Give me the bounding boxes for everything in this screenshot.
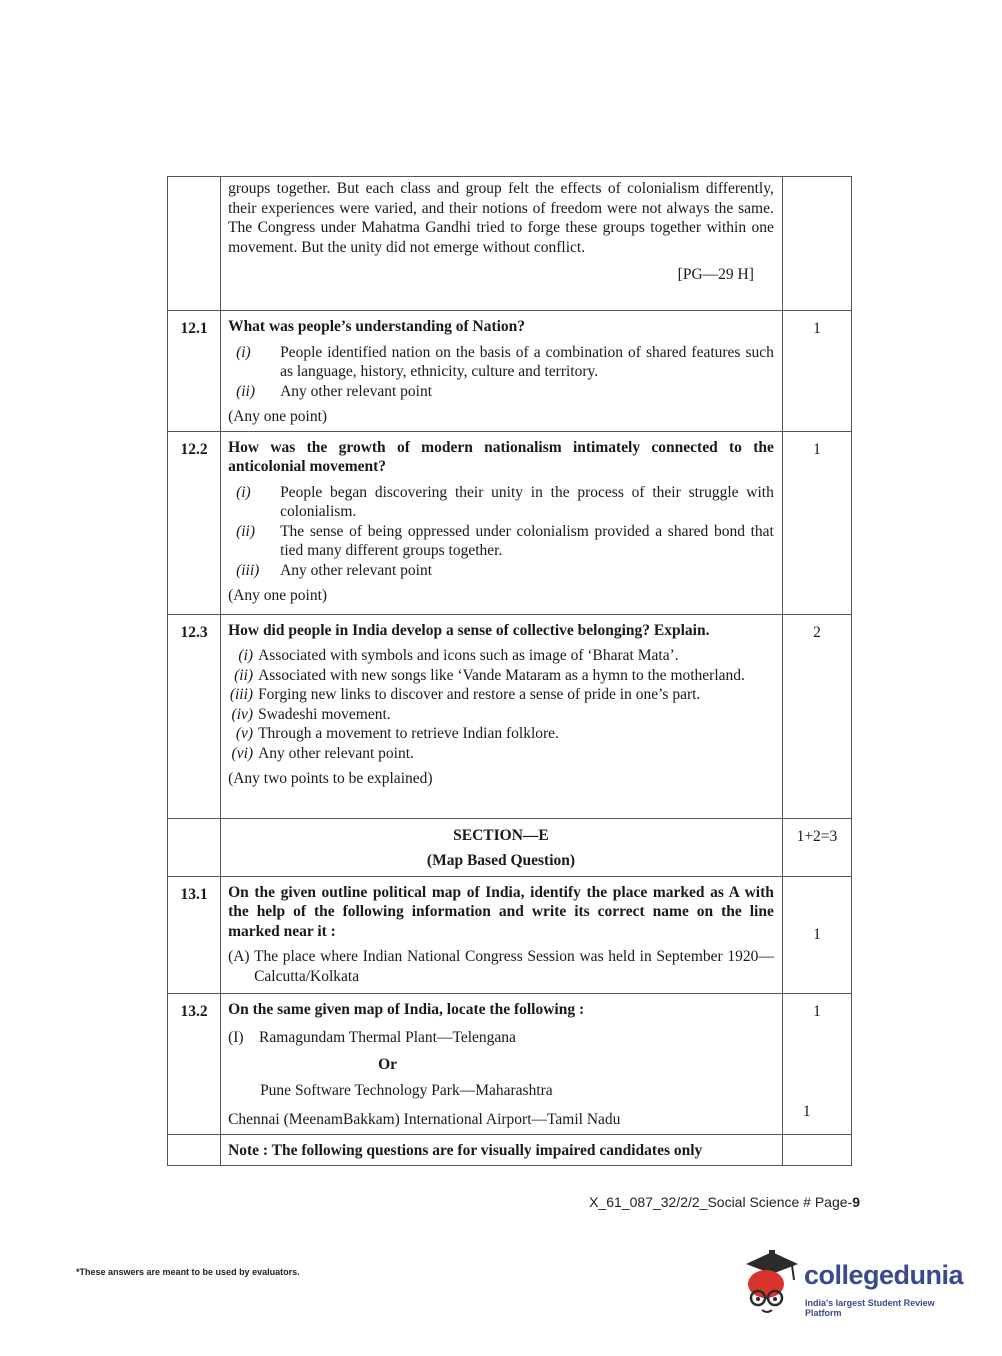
question-number: 13.1 bbox=[168, 876, 221, 993]
map-item-1: (I) Ramagundam Thermal Plant—Telengana bbox=[228, 1029, 516, 1046]
question-number: 13.2 bbox=[168, 993, 221, 1134]
question-row-12-1 bbox=[168, 311, 852, 432]
question-row-12-2 bbox=[168, 431, 852, 614]
question-number: 12.3 bbox=[168, 614, 221, 818]
marks-value: 1 bbox=[802, 1102, 811, 1120]
question-text: How was the growth of modern nationalism intimately connected to the anticolonial movement? bbox=[228, 438, 774, 475]
section-marks: 1+2=3 bbox=[782, 818, 851, 876]
question-text: What was people’s understanding of Nation? bbox=[228, 318, 526, 335]
answer-point: (i) People began discovering their unity in the process of their struggle with colonialism. bbox=[236, 483, 774, 520]
page-number: 9 bbox=[852, 1194, 860, 1210]
question-text: How did people in India develop a sense of collective belonging? Explain. bbox=[228, 621, 710, 639]
question-row-12-3 bbox=[168, 614, 852, 818]
section-title: SECTION—E bbox=[453, 826, 549, 844]
marking-note: (Any two points to be explained) bbox=[228, 770, 433, 787]
visually-impaired-note: Note : The following questions are for visually impaired candidates only bbox=[228, 1141, 703, 1159]
answer-point: (vi) Any other relevant point. bbox=[231, 744, 414, 762]
marking-note: (Any one point) bbox=[228, 587, 328, 604]
answer-points bbox=[228, 646, 774, 763]
note-row bbox=[168, 1134, 852, 1165]
question-text: On the given outline political map of India, identify the place marked as A with the help of the following information and write its correct name on the line marked near it : bbox=[228, 883, 774, 940]
marks-value: 1 bbox=[813, 925, 821, 943]
answer-point: (i) People identified nation on the basis of a combination of shared features such as language, history, ethnicity, culture and territory. bbox=[236, 343, 774, 380]
answer-point: (i) Associated with symbols and icons such as image of ‘Bharat Mata’. bbox=[238, 647, 679, 664]
question-row-13-1 bbox=[168, 876, 852, 993]
section-e-row bbox=[168, 818, 852, 876]
marks-value: 1 bbox=[782, 431, 851, 614]
answer-points bbox=[228, 483, 774, 581]
page-footer-code: X_61_087_32/2/2_Social Science # Page-9 bbox=[589, 1194, 860, 1210]
map-item-alt: Pune Software Technology Park—Maharashtra bbox=[260, 1082, 553, 1099]
answer-point: (iii) Any other relevant point bbox=[236, 561, 433, 579]
page-reference: [PG—29 H] bbox=[677, 266, 754, 283]
question-row-13-2 bbox=[168, 993, 852, 1134]
marks-value: 1 bbox=[813, 1002, 821, 1020]
or-separator: Or bbox=[378, 1055, 397, 1073]
marking-scheme-table bbox=[167, 176, 852, 1166]
map-item-2: Chennai (MeenamBakkam) International Airport—Tamil Nadu bbox=[228, 1110, 621, 1128]
collegedunia-logo bbox=[742, 1248, 972, 1318]
brand-name: collegedunia bbox=[804, 1260, 964, 1290]
intro-row bbox=[168, 177, 852, 311]
answer-point: (ii) Associated with new songs like ‘Vande Mataram as a hymn to the motherland. bbox=[234, 666, 745, 684]
answer-text: (A) The place where Indian National Congress Session was held in September 1920—Calcutta/Kolkata bbox=[228, 948, 774, 985]
question-text: On the same given map of India, locate the following : bbox=[228, 1000, 585, 1018]
evaluator-note: *These answers are meant to be used by evaluators. bbox=[76, 1267, 300, 1277]
question-number: 12.2 bbox=[168, 431, 221, 614]
answer-point: (v) Through a movement to retrieve Indian folklore. bbox=[235, 725, 559, 742]
answer-point: (iii) Forging new links to discover and restore a sense of pride in one’s part. bbox=[229, 686, 701, 703]
answer-point: (ii) The sense of being oppressed under colonialism provided a shared bond that tied many different groups together. bbox=[236, 522, 774, 559]
mascot-icon bbox=[742, 1248, 804, 1318]
answer-point: (iv) Swadeshi movement. bbox=[231, 705, 391, 723]
question-number: 12.1 bbox=[168, 311, 221, 432]
intro-text: groups together. But each class and group felt the effects of colonialism differently, their experiences were varied, and their notions of freedom were not always the same. The Congress under Mahatma Gandhi tried to forge these groups together within one movement. But the unity did not emerge without conflict. bbox=[228, 180, 774, 256]
section-subtitle: (Map Based Question) bbox=[426, 852, 576, 869]
brand-tagline: India's largest Student Review Platform bbox=[805, 1298, 935, 1318]
marks-value: 2 bbox=[782, 614, 851, 818]
answer-point: (ii) Any other relevant point bbox=[236, 382, 433, 400]
marking-note: (Any one point) bbox=[228, 408, 328, 425]
marks-value: 1 bbox=[782, 311, 851, 432]
answer-points bbox=[228, 343, 774, 402]
